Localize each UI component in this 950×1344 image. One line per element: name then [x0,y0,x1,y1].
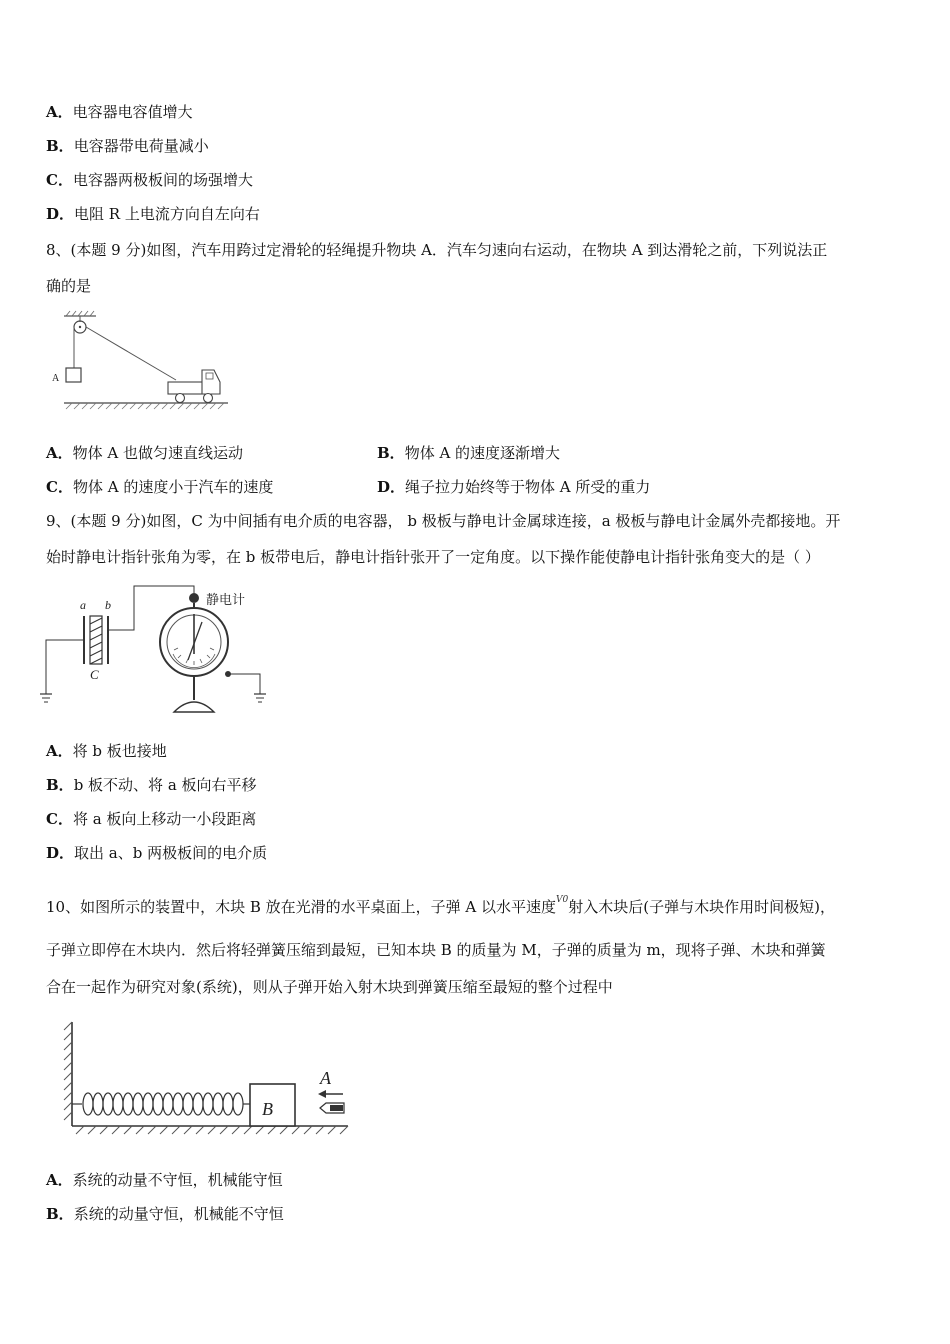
fig-label-meter: 静电计 [206,593,246,608]
option-letter: C． [46,171,73,189]
option-text: b 板不动、将 a 板向右平移 [73,776,257,794]
q8-option-b [377,443,560,463]
fig-label-a: A [320,1068,331,1088]
q8-option-d [377,477,650,497]
q10-stem-line2: 子弹立即停在木块内．然后将轻弹簧压缩到最短，已知本块 B 的质量为 M，子弹的质量为 m，现将子弹、木块和弹簧 [46,941,826,959]
fig-label-b: B [262,1099,273,1119]
arrow-left-icon [318,1090,326,1098]
option-letter: D． [46,844,75,862]
q7-option-d [46,204,260,224]
fig-label-a: A [52,373,60,384]
option-text: 系统的动量不守恒，机械能守恒 [72,1171,283,1189]
wheel-icon [204,394,213,403]
q9-option-a [46,741,167,761]
v0-symbol: V0 [556,895,569,905]
option-letter: B． [46,137,74,155]
option-text: 取出 a、b 两极板间的电介质 [74,844,268,862]
fig-label-b: b [105,598,111,612]
block-a [66,368,81,382]
q9-option-d [46,843,267,863]
option-letter: C． [46,810,73,828]
option-text: 将 b 板也接地 [72,742,167,760]
q10-option-b [46,1204,284,1224]
option-letter: C． [46,478,73,496]
q8-option-a [46,443,243,463]
option-letter: A． [46,103,73,121]
q8-option-c [46,477,273,497]
q8-pulley-figure [46,310,236,415]
option-text: 物体 A 的速度逐渐增大 [404,444,561,462]
option-letter: B． [46,776,74,794]
option-text: 物体 A 的速度小于汽车的速度 [72,478,274,496]
q9-option-c [46,809,256,829]
option-letter: A． [46,742,73,760]
option-text: 电容器带电荷量减小 [73,137,209,155]
q10-stem-line3: 合在一起作为研究对象(系统)，则从子弹开始入射木块到弹簧压缩至最短的整个过程中 [46,978,613,996]
q10-option-a [46,1170,283,1190]
q10-stem-line1 [46,890,835,917]
q10-spring-block-figure [58,1018,353,1138]
q10-stem-part2: 射入木块后(子弹与木块作用时间极短)， [568,898,835,916]
option-text: 电阻 R 上电流方向自左向右 [74,205,260,223]
q9-stem-line1: 9、(本题 9 分)如图，C 为中间插有电介质的电容器， b 极板与静电计金属球连接，a 极板与静电计金属外壳都接地。开 [46,512,841,530]
option-letter: D． [377,478,406,496]
option-letter: B． [377,444,405,462]
option-text: 电容器两极板间的场强增大 [72,171,253,189]
spring-icon [83,1093,243,1115]
option-letter: B． [46,1205,74,1223]
fig-label-a: a [80,598,86,612]
option-text: 系统的动量守恒，机械能不守恒 [73,1205,284,1223]
option-letter: A． [46,444,73,462]
option-letter: A． [46,1171,73,1189]
q9-option-b [46,775,257,795]
option-text: 绳子拉力始终等于物体 A 所受的重力 [405,478,651,496]
option-text: 物体 A 也做匀速直线运动 [72,444,244,462]
q7-option-b [46,136,209,156]
meter-knob [189,593,199,603]
truck-cab [202,370,220,394]
q9-stem-line2: 始时静电计指针张角为零，在 b 板带电后，静电计指针张开了一定角度。以下操作能使静电计指针张角变大的是（ ） [46,548,820,566]
option-text: 将 a 板向上移动一小段距离 [72,810,257,828]
option-letter: D． [46,205,75,223]
q7-option-c [46,170,253,190]
q8-stem-line2: 确的是 [46,277,92,295]
fig-label-c: C [90,667,99,682]
q10-stem-part1: 10、如图所示的装置中，木块 B 放在光滑的水平桌面上，子弹 A 以水平速度 [46,898,557,916]
wheel-icon [176,394,185,403]
q9-electroscope-figure [40,584,280,716]
q7-option-a [46,102,193,122]
option-text: 电容器电容值增大 [72,103,193,121]
q8-stem-line1: 8、(本题 9 分)如图，汽车用跨过定滑轮的轻绳提升物块 A．汽车匀速向右运动，在物块 A 到达滑轮之前，下列说法正 [46,241,828,259]
